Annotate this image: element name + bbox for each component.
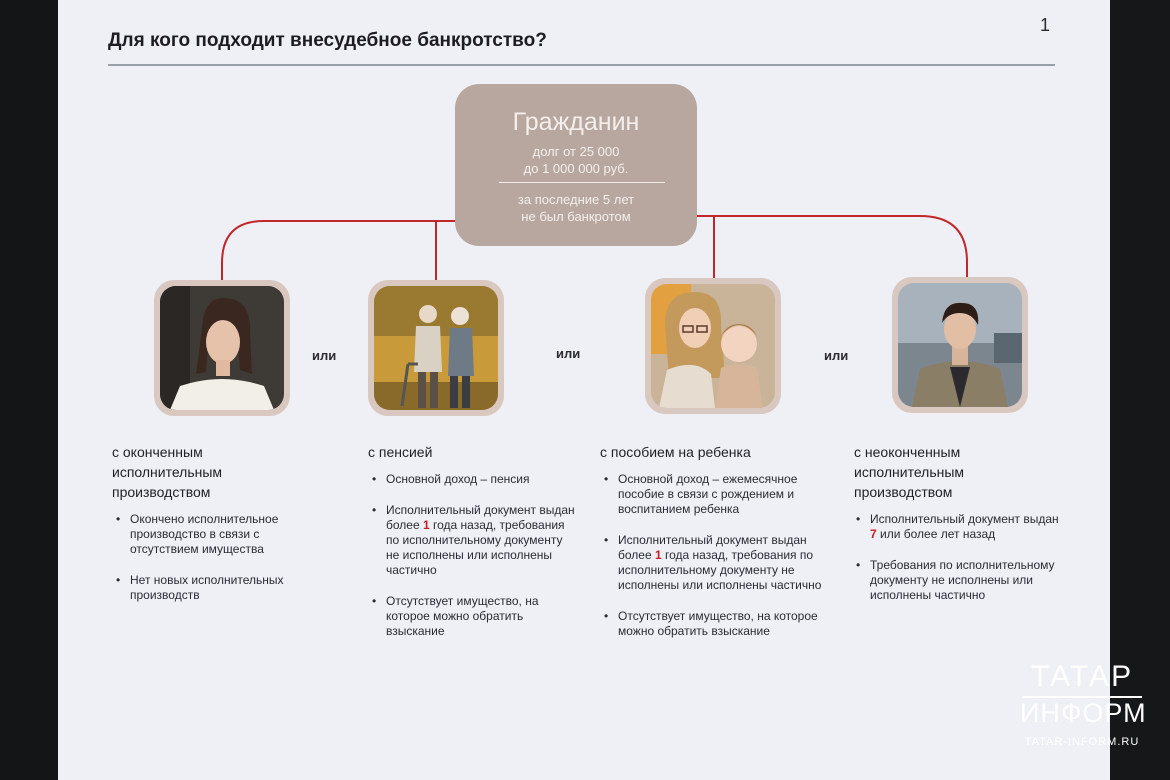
column-ongoing-enforcement-heading: [854, 442, 964, 502]
watermark-line-2: ИНФОРМ: [1020, 698, 1147, 728]
heading-line: с неоконченным: [854, 444, 961, 460]
photo-woman: [154, 280, 290, 416]
presentation-slide: [58, 0, 1110, 780]
photo-mother-baby: [645, 278, 781, 414]
watermark-line-1: ТАТАР: [1030, 660, 1134, 693]
heading-line: производством: [112, 484, 211, 500]
photo-elderly-couple: [368, 280, 504, 416]
heading-line: с оконченным: [112, 444, 203, 460]
list-item: • Основной доход – ежемесячное пособие в связи с рождением и воспитанием ребенка: [604, 472, 830, 517]
list-item: • Требования по исполнительному документу не исполнены или исполнены частично: [856, 558, 1066, 603]
or-label-2: или: [556, 346, 581, 361]
heading-line: исполнительным: [854, 464, 965, 480]
list-item: • Исполнительный документ выдан более 1 года назад, требования по исполнительному документу не исполнены или исполнены частично: [604, 533, 830, 593]
root-condition-2: не был банкротом: [521, 209, 631, 224]
list-item: • Отсутствует имущество, на которое можно обратить взыскание: [604, 609, 830, 639]
or-label-3: или: [824, 348, 849, 363]
list-item: • Основной доход – пенсия: [372, 472, 578, 487]
page-number: 1: [1040, 15, 1051, 35]
photo-young-man-image: [898, 283, 1022, 407]
list-item: • Окончено исполнительное производство в связи с отсутствием имущества: [116, 512, 316, 557]
left-background-edge: [0, 0, 58, 780]
column-completed-enforcement-heading: [112, 442, 222, 502]
root-title: Гражданин: [512, 108, 640, 136]
column-pension-heading: [368, 442, 432, 462]
photo-young-man: [892, 277, 1028, 413]
list-item: • Исполнительный документ выдан 7 или более лет назад: [856, 512, 1066, 542]
list-item: • Отсутствует имущество, на которое можно обратить взыскание: [372, 594, 578, 639]
heading-line: производством: [854, 484, 953, 500]
column-child-benefit-heading: [600, 442, 751, 462]
column-pension-bullets: [372, 472, 578, 655]
heading-line: с пособием на ребенка: [600, 444, 751, 460]
root-divider: [499, 182, 665, 183]
photo-mother-baby-image: [651, 284, 775, 408]
heading-line: с пенсией: [368, 444, 433, 460]
root-debt-from: долг от 25 000: [532, 144, 620, 159]
column-ongoing-enforcement-bullets: [856, 512, 1066, 619]
heading-line: исполнительным: [112, 464, 223, 480]
slide-title: Для кого подходит внесудебное банкротство?: [108, 30, 547, 51]
watermark-site: TATAR-INFORM.RU: [1024, 736, 1140, 748]
photo-elderly-couple-image: [374, 286, 498, 410]
root-debt-to: до 1 000 000 руб.: [523, 161, 629, 176]
photo-woman-image: [160, 286, 284, 410]
citizen-root-box: [455, 84, 697, 246]
root-condition-1: за последние 5 лет: [517, 192, 635, 207]
or-label-1: или: [312, 348, 337, 363]
list-item: • Исполнительный документ выдан более 1 года назад, требования по исполнительному документу не исполнены или исполнены частично: [372, 503, 578, 578]
column-child-benefit-bullets: [604, 472, 830, 655]
list-item: • Нет новых исполнительных производств: [116, 573, 316, 603]
column-completed-enforcement-bullets: [116, 512, 316, 619]
